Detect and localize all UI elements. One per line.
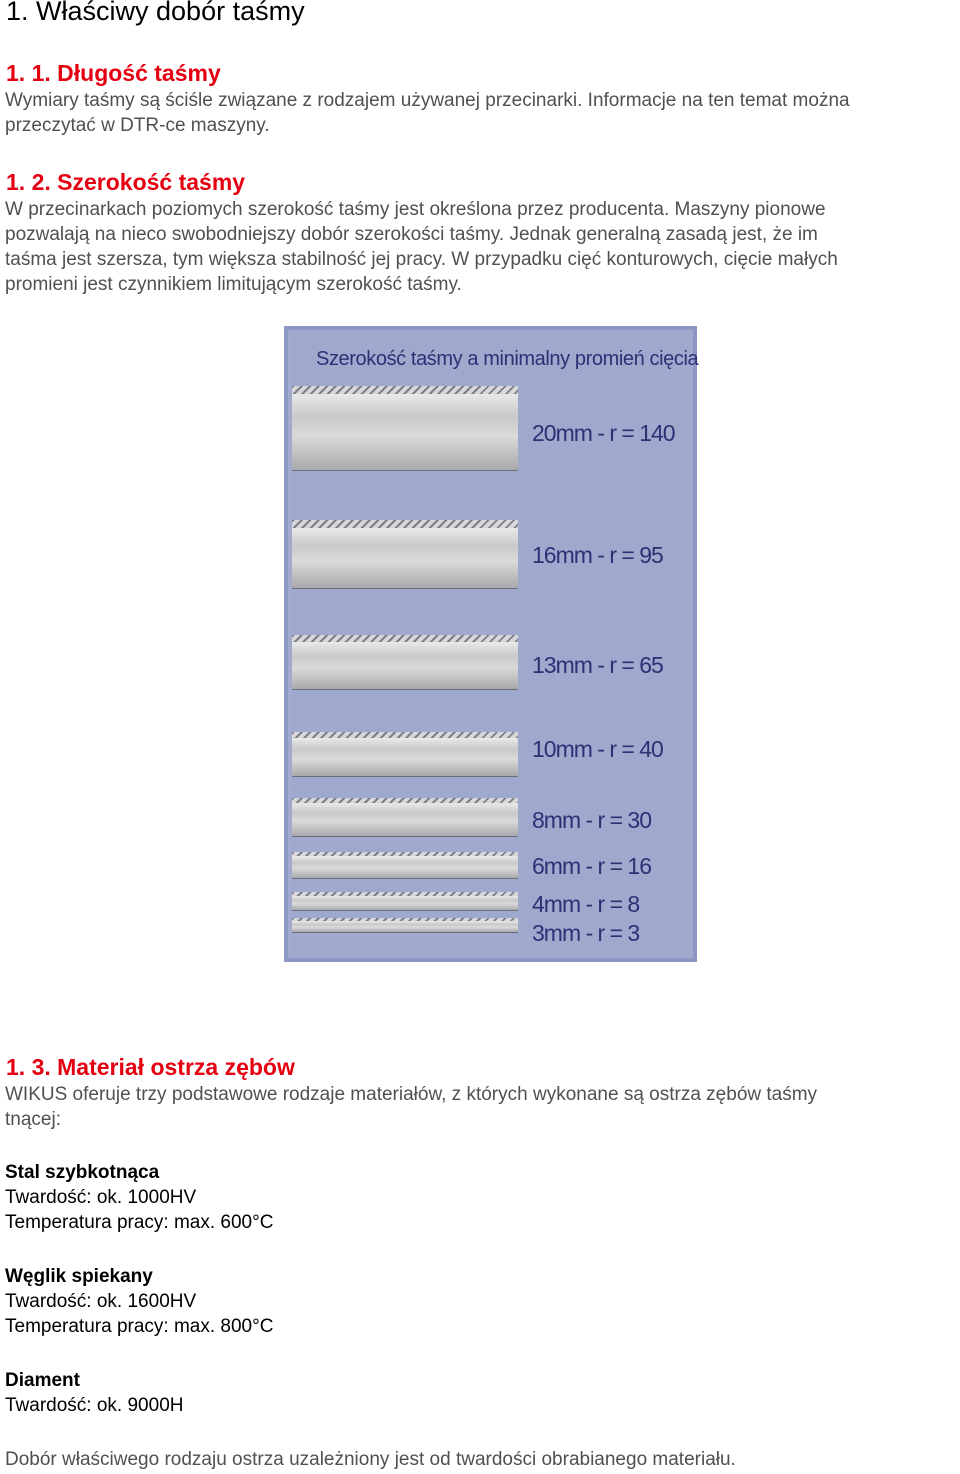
- material-hardness: Twardość: ok. 9000H: [5, 1395, 184, 1416]
- footer-note: Dobór właściwego rodzaju ostrza uzależniony jest od twardości obrabianego materiału.: [5, 1449, 736, 1470]
- material-name: Stal szybkotnąca: [5, 1162, 160, 1183]
- figure-title: Szerokość taśmy a minimalny promień cięcia: [316, 348, 699, 370]
- blade-body: [292, 803, 518, 836]
- blade-20mm: [292, 386, 518, 471]
- paragraph-line: WIKUS oferuje trzy podstawowe rodzaje materiałów, z których wykonane są ostrza zębów taśmy: [5, 1084, 818, 1105]
- section-title-length: 1. 1. Długość taśmy: [6, 60, 221, 86]
- blade-body: [292, 394, 518, 470]
- paragraph-line: przeczytać w DTR-ce maszyny.: [5, 115, 270, 136]
- blade-3mm: [292, 918, 518, 933]
- paragraph-line: W przecinarkach poziomych szerokość taśmy jest określona przez producenta. Maszyny pionowe: [5, 199, 826, 220]
- paragraph-line: tnącej:: [5, 1109, 61, 1130]
- blade-6mm: [292, 852, 518, 879]
- material-hardness: Twardość: ok. 1000HV: [5, 1187, 197, 1208]
- blade-body: [292, 738, 518, 776]
- section-title-material: 1. 3. Materiał ostrza zębów: [6, 1054, 295, 1080]
- paragraph-line: Wymiary taśmy są ściśle związane z rodzajem używanej przecinarki. Informacje na ten temat można: [5, 90, 850, 111]
- paragraph-line: pozwalają na nieco swobodniejszy dobór szerokości taśmy. Jednak generalną zasadą jest, że im: [5, 224, 818, 245]
- blade-4mm: [292, 892, 518, 911]
- figure-background: [292, 334, 699, 954]
- blade-body: [292, 896, 518, 910]
- material-hardness: Twardość: ok. 1600HV: [5, 1291, 197, 1312]
- blade-label: 6mm - r = 16: [532, 853, 652, 879]
- blade-label: 20mm - r = 140: [532, 420, 675, 446]
- material-name: Diament: [5, 1370, 80, 1391]
- material-name: Węglik spiekany: [5, 1266, 153, 1287]
- material-temperature: Temperatura pracy: max. 800°C: [5, 1316, 274, 1337]
- blade-body: [292, 528, 518, 588]
- blade-label: 4mm - r = 8: [532, 891, 640, 917]
- paragraph-line: promieni jest czynnikiem limitującym szerokość taśmy.: [5, 274, 462, 295]
- blade-label: 8mm - r = 30: [532, 807, 652, 833]
- blade-body: [292, 642, 518, 689]
- blade-8mm: [292, 798, 518, 837]
- blade-13mm: [292, 635, 518, 690]
- blade-label: 3mm - r = 3: [532, 920, 640, 946]
- blade-label: 10mm - r = 40: [532, 736, 663, 762]
- blade-10mm: [292, 732, 518, 777]
- material-temperature: Temperatura pracy: max. 600°C: [5, 1212, 274, 1233]
- blade-16mm: [292, 520, 518, 589]
- blade-body: [292, 856, 518, 878]
- page-heading: 1. Właściwy dobór taśmy: [6, 0, 305, 26]
- blade-label: 16mm - r = 95: [532, 542, 663, 568]
- blade-width-figure: [284, 326, 697, 962]
- blade-body: [292, 921, 518, 932]
- section-title-width: 1. 2. Szerokość taśmy: [6, 169, 246, 195]
- paragraph-line: taśma jest szersza, tym większa stabilność jej pracy. W przypadku cięć konturowych, cięcie małych: [5, 249, 838, 270]
- blade-label: 13mm - r = 65: [532, 652, 663, 678]
